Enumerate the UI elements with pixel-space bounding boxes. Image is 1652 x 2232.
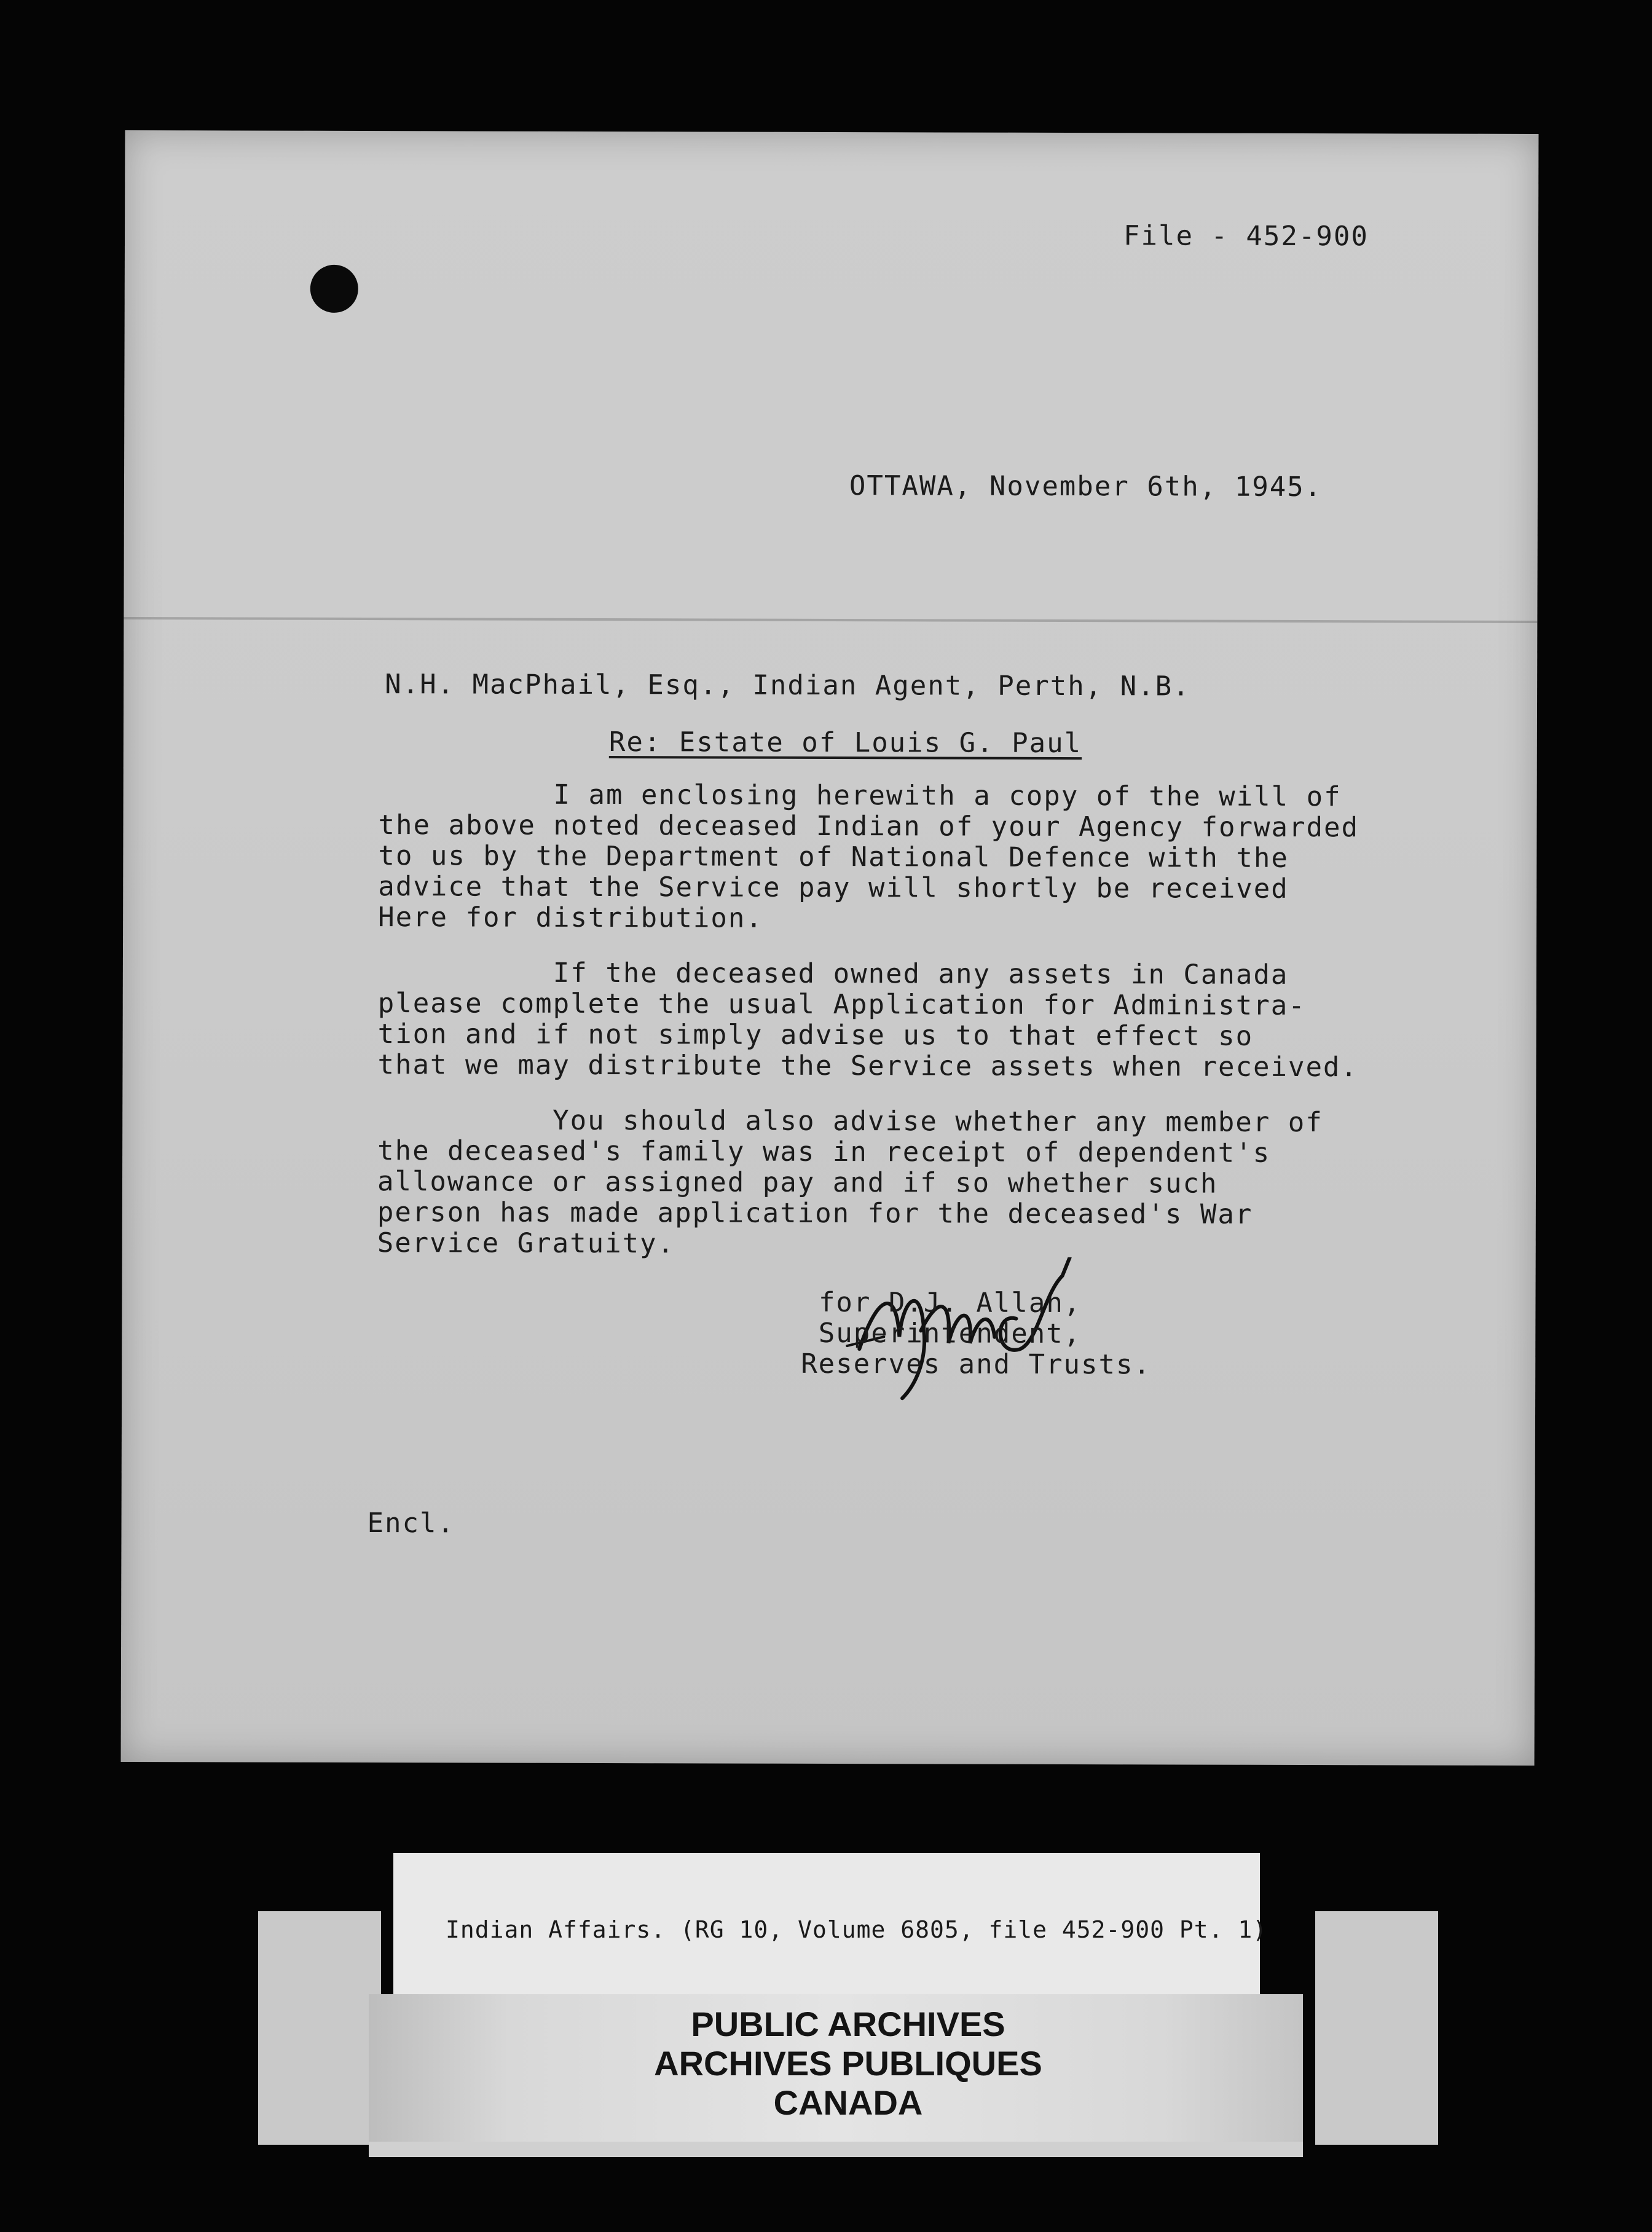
body-paragraph-3: You should also advise whether any member of the deceased's family was in receipt of dependent's allowance or assigned pay and if so whether such person has made application for the deceased's War Service Gratuity. — [377, 1104, 1323, 1260]
page-fold-line — [124, 617, 1537, 623]
file-number: File - 452-900 — [1123, 220, 1369, 253]
punch-hole — [310, 265, 358, 313]
letter-page — [121, 130, 1539, 1766]
enclosure-note: Encl. — [367, 1507, 455, 1539]
holder-clip-left — [258, 1911, 381, 2145]
subject-line: Re: Estate of Louis G. Paul — [608, 726, 1082, 760]
body-paragraph-2: If the deceased owned any assets in Canada please complete the usual Application for Administra- tion and if not simply advise us to that effect so that we may distribute the Service assets when received. — [377, 957, 1359, 1083]
stamp-line-3: CANADA — [773, 2083, 923, 2122]
addressee: N.H. MacPhail, Esq., Indian Agent, Perth, N.B. — [385, 669, 1190, 702]
stamp-line-2: ARCHIVES PUBLIQUES — [654, 2044, 1042, 2083]
body-paragraph-1: I am enclosing herewith a copy of the will of the above noted deceased Indian of your Agency forwarded to us by the Department of National Defence with the advice that the Service pay will shortly be received Here for distribution. — [378, 779, 1359, 934]
public-archives-stamp — [608, 2005, 1088, 2123]
signature-block: for D.J. Allan, Superintendent, Reserves and Trusts. — [801, 1286, 1152, 1381]
archive-reference-text: Indian Affairs. (RG 10, Volume 6805, file 452-900 Pt. 1) — [446, 1916, 1268, 1943]
archive-stamp-band-edge — [369, 2142, 1303, 2157]
holder-clip-right — [1315, 1911, 1438, 2145]
dateline: OTTAWA, November 6th, 1945. — [849, 470, 1323, 503]
stamp-line-1: PUBLIC ARCHIVES — [691, 2005, 1005, 2043]
